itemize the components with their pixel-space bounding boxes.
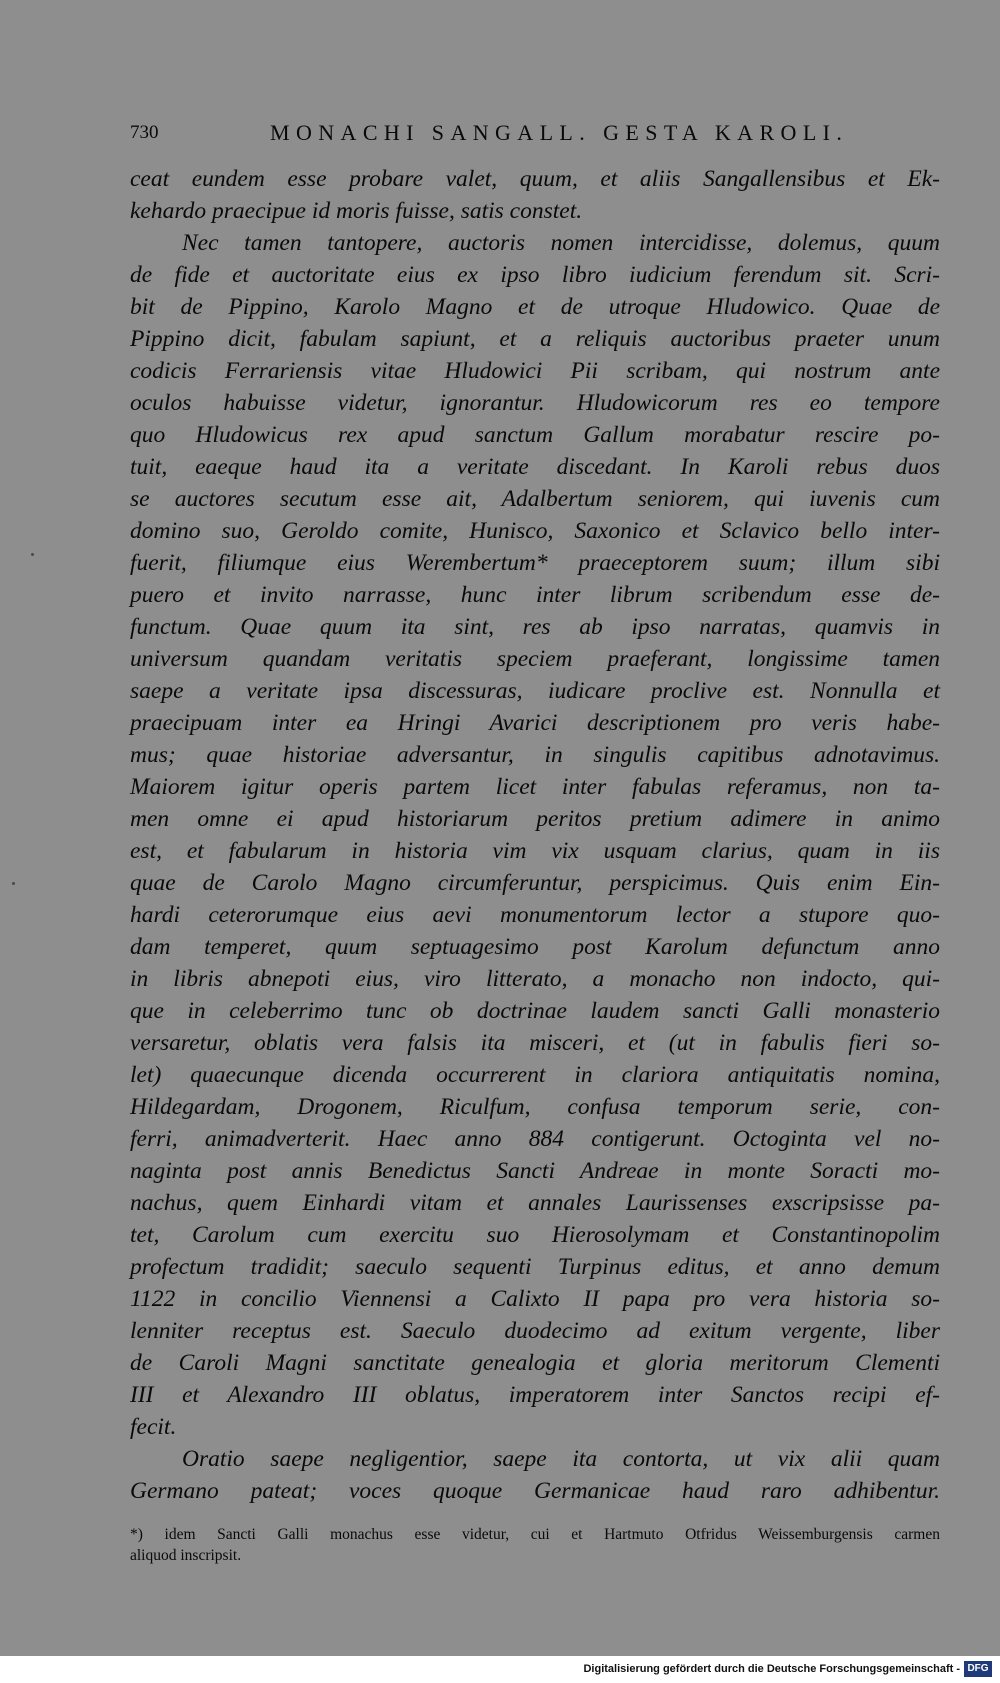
dfg-logo: DFG	[964, 1661, 992, 1677]
text-line: naginta post annis Benedictus Sancti Andreae in monte Soracti mo-	[130, 1158, 940, 1184]
page-header	[130, 122, 940, 152]
text-line: mus; quae historiae adversantur, in singulis capitibus adnotavimus.	[130, 742, 940, 768]
scan-speck	[31, 553, 34, 556]
text-line: Germano pateat; voces quoque Germanicae haud raro adhibentur.	[130, 1478, 940, 1504]
text-line: III et Alexandro III oblatus, imperatorem inter Sanctos recipi ef-	[130, 1382, 940, 1408]
text-line: de Caroli Magni sanctitate genealogia et gloria meritorum Clementi	[130, 1350, 940, 1376]
text-line: domino suo, Geroldo comite, Hunisco, Saxonico et Sclavico bello inter-	[130, 518, 940, 544]
text-line: quae de Carolo Magno circumferuntur, perspicimus. Quis enim Ein-	[130, 870, 940, 896]
text-line: ferri, animadverterit. Haec anno 884 contigerunt. Octoginta vel no-	[130, 1126, 940, 1152]
text-line: Oratio saepe negligentior, saepe ita contorta, ut vix alii quam	[182, 1446, 940, 1472]
text-line: ceat eundem esse probare valet, quum, et aliis Sangallensibus et Ek-	[130, 166, 940, 192]
text-line: functum. Quae quum ita sint, res ab ipso narratas, quamvis in	[130, 614, 940, 640]
text-line: quo Hludowicus rex apud sanctum Gallum morabatur rescire po-	[130, 422, 940, 448]
digitization-credit-bar	[0, 1656, 1000, 1683]
body-text	[130, 163, 940, 1507]
text-line: lenniter receptus est. Saeculo duodecimo ad exitum vergente, liber	[130, 1318, 940, 1344]
text-line: Maiorem igitur operis partem licet inter fabulas referamus, non ta-	[130, 774, 940, 800]
text-line: oculos habuisse videtur, ignorantur. Hludowicorum res eo tempore	[130, 390, 940, 416]
footnotes	[130, 1524, 940, 1566]
text-line: praecipuam inter ea Hringi Avarici descriptionem pro veris habe-	[130, 710, 940, 736]
text-line: Hildegardam, Drogonem, Riculfum, confusa temporum serie, con-	[130, 1094, 940, 1120]
page-number: 730	[130, 122, 159, 143]
text-line: Pippino dicit, fabulam sapiunt, et a reliquis auctoribus praeter unum	[130, 326, 940, 352]
footnote-line: aliquod inscripsit.	[130, 1547, 242, 1564]
text-line: tuit, eaeque haud ita a veritate discedant. In Karoli rebus duos	[130, 454, 940, 480]
text-line: que in celeberrimo tunc ob doctrinae laudem sancti Galli monasterio	[130, 998, 940, 1024]
text-line: fuerit, filiumque eius Werembertum* praeceptorem suum; illum sibi	[130, 550, 940, 576]
text-line: bit de Pippino, Karolo Magno et de utroque Hludowico. Quae de	[130, 294, 940, 320]
text-line: tet, Carolum cum exercitu suo Hierosolymam et Constantinopolim	[130, 1222, 940, 1248]
text-line: let) quaecunque dicenda occurrerent in clariora antiquitatis nomina,	[130, 1062, 940, 1088]
text-line: Nec tamen tantopere, auctoris nomen intercidisse, dolemus, quum	[182, 230, 940, 256]
footnote-line: *) idem Sancti Galli monachus esse videtur, cui et Hartmuto Otfridus Weissemburgensis carmen	[130, 1526, 940, 1543]
text-line: dam temperet, quum septuagesimo post Karolum defunctum anno	[130, 934, 940, 960]
text-line: se auctores secutum esse ait, Adalbertum seniorem, qui iuvenis cum	[130, 486, 940, 512]
text-line: in libris abnepoti eius, viro litterato, a monacho non indocto, qui-	[130, 966, 940, 992]
text-line: 1122 in concilio Viennensi a Calixto II papa pro vera historia so-	[130, 1286, 940, 1312]
text-line: codicis Ferrariensis vitae Hludowici Pii scribam, qui nostrum ante	[130, 358, 940, 384]
text-line: fecit.	[130, 1414, 177, 1440]
text-line: versaretur, oblatis vera falsis ita misceri, et (ut in fabulis fieri so-	[130, 1030, 940, 1056]
text-line: men omne ei apud historiarum peritos pretium adimere in animo	[130, 806, 940, 832]
text-line: nachus, quem Einhardi vitam et annales Laurissenses exscripsisse pa-	[130, 1190, 940, 1216]
text-line: puero et invito narrasse, hunc inter librum scribendum esse de-	[130, 582, 940, 608]
text-line: profectum tradidit; saeculo sequenti Turpinus editus, et anno demum	[130, 1254, 940, 1280]
text-line: hardi ceterorumque eius aevi monumentorum lector a stupore quo-	[130, 902, 940, 928]
text-line: de fide et auctoritate eius ex ipso libro iudicium ferendum sit. Scri-	[130, 262, 940, 288]
scan-speck	[12, 882, 15, 885]
running-title: MONACHI SANGALL. GESTA KAROLI.	[270, 120, 849, 145]
text-line: kehardo praecipue id moris fuisse, satis constet.	[130, 198, 583, 224]
text-line: est, et fabularum in historia vim vix usquam clarius, quam in iis	[130, 838, 940, 864]
text-line: saepe a veritate ipsa discessuras, iudicare proclive est. Nonnulla et	[130, 678, 940, 704]
digitization-credit-text: Digitalisierung gefördert durch die Deutsche Forschungsgemeinschaft -	[583, 1663, 960, 1675]
text-line: universum quandam veritatis speciem praeferant, longissime tamen	[130, 646, 940, 672]
